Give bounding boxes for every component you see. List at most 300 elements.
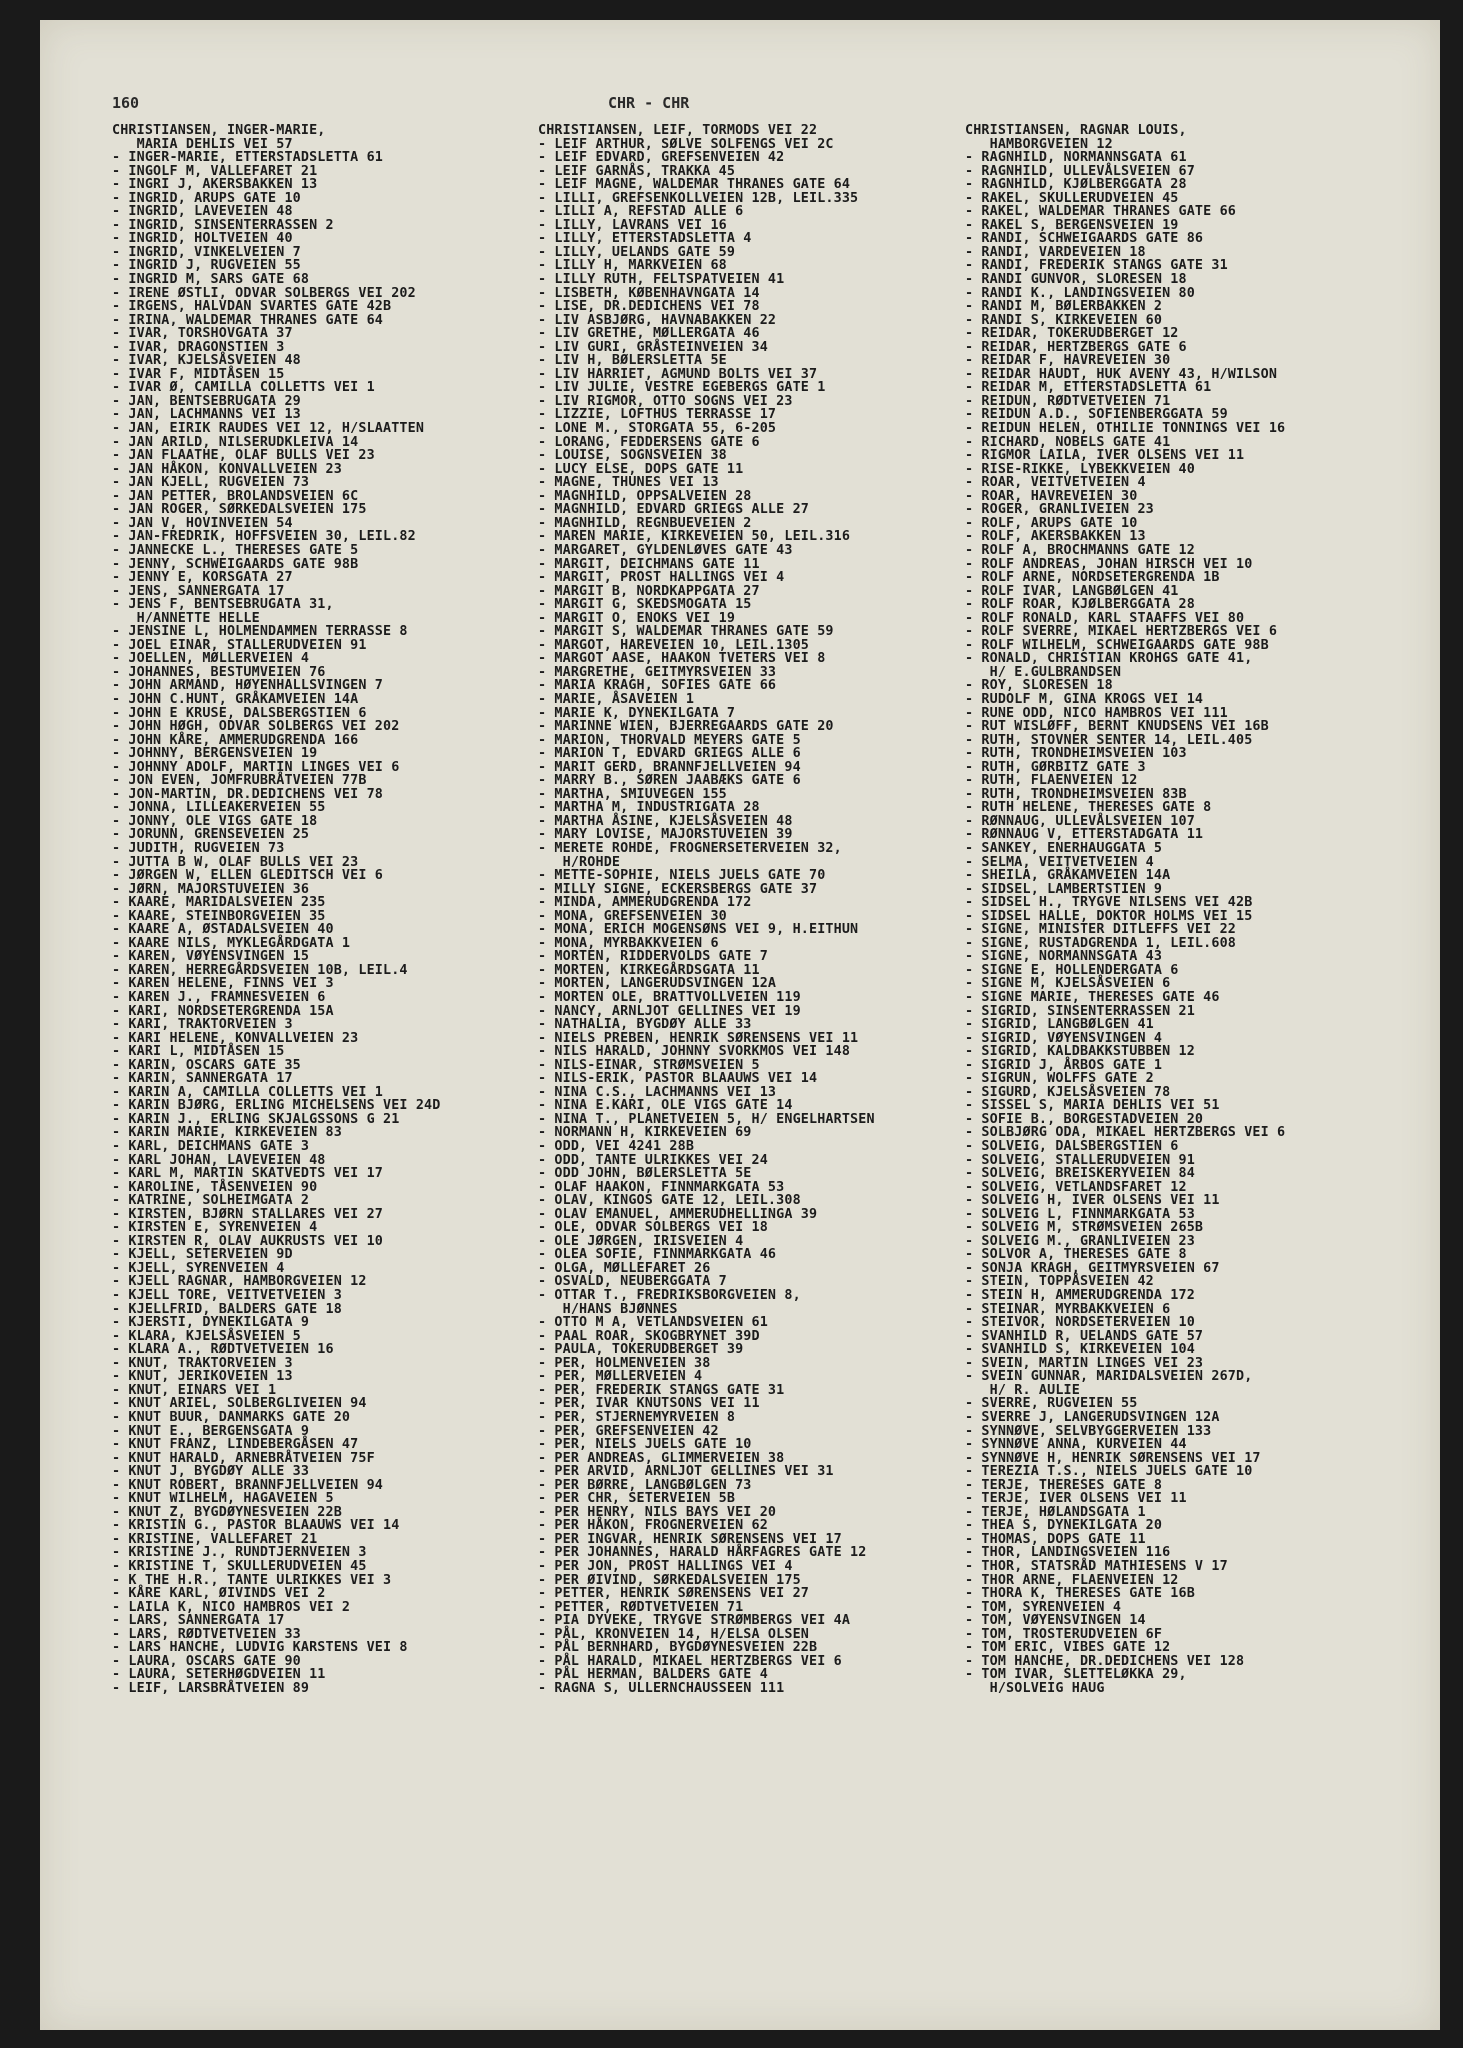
directory-entry: - ROLF ARNE, NORDSETERGRENDA 1B [965,570,1220,586]
directory-entry: - RIGMOR LAILA, IVER OLSENS VEI 11 [965,448,1245,464]
directory-entry: - JOHANNES, BESTUMVEIEN 76 [112,664,326,680]
directory-entry: - SIGNE M, KJELSÅSVEIEN 6 [965,976,1171,992]
directory-entry: - JAN PETTER, BROLANDSVEIEN 6C [112,488,359,504]
directory-entry: - PER JOHANNES, HARALD HÅRFAGRES GATE 12 [538,1545,867,1561]
directory-entry: - MARINNE WIEN, BJERREGAARDS GATE 20 [538,719,834,735]
directory-entry: - REIDAR HAUDT, HUK AVENY 43, H/WILSON [965,366,1278,382]
directory-entry: - ROLF IVAR, LANGBØLGEN 41 [965,583,1179,599]
directory-entry: - SOLVOR A, THERESES GATE 8 [965,1247,1187,1263]
directory-entry: - LIV H, BØLERSLETTA 5E [538,353,727,369]
directory-entry: - TOM ERIC, VIBES GATE 12 [965,1640,1171,1656]
directory-entry: - NANCY, ARNLJOT GELLINES VEI 19 [538,1003,801,1019]
directory-entry: - JAN ROGER, SØRKEDALSVEIEN 175 [112,502,367,518]
directory-entry: - PER ARVID, ARNLJOT GELLINES VEI 31 [538,1464,834,1480]
directory-entry: - KNUT HARALD, ARNEBRÅTVEIEN 75F [112,1450,375,1466]
directory-entry: - SYNNØVE ANNA, KURVEIEN 44 [965,1437,1187,1453]
directory-entry: - MARGIT G, SKEDSMOGATA 15 [538,597,752,613]
directory-entry: - MARY LOVISE, MAJORSTUVEIEN 39 [538,827,793,843]
directory-entry: - MARIA KRAGH, SOFIES GATE 66 [538,678,777,694]
directory-entry: - MORTEN, LANGERUDSVINGEN 12A [538,976,777,992]
directory-entry: - MAGNHILD, REGNBUEVEIEN 2 [538,515,752,531]
directory-entry: - TOM, VØYENSVINGEN 14 [965,1613,1146,1629]
directory-entry: - OLGA, MØLLEFARET 26 [538,1260,711,1276]
directory-entry: CHRISTIANSEN, INGER-MARIE, [112,123,326,138]
directory-entry: - LISBETH, KØBENHAVNGATA 14 [538,285,760,301]
directory-entry: - RAGNHILD, NORMANNSGATA 61 [965,150,1187,166]
directory-entry: - STEIVOR, NORDSETERVEIEN 10 [965,1315,1195,1331]
directory-entry: - LEIF EDVARD, GREFSENVEIEN 42 [538,150,785,166]
directory-entry: - KAREN J., FRAMNESVEIEN 6 [112,990,326,1005]
directory-entry: - STEIN H, AMMERUDGRENDA 172 [965,1288,1195,1304]
directory-entry: - LARS, RØDTVETVEIEN 33 [112,1626,301,1642]
directory-entry: - KARIN A, CAMILLA COLLETTS VEI 1 [112,1084,383,1100]
directory-entry: - OTTO M A, VETLANDSVEIEN 61 [538,1315,768,1331]
directory-entry: - MONA, MYRBAKKVEIEN 6 [538,935,719,951]
directory-entry: - STEIN, TOPPÅSVEIEN 42 [965,1274,1154,1290]
directory-entry: H/ R. AULIE [965,1382,1080,1398]
directory-entry: - LAURA, SETERHØGDVEIEN 11 [112,1667,326,1683]
directory-entry: - REIDUN, RØDTVETVEIEN 71 [965,393,1171,409]
directory-entry: - KNUT BUUR, DANMARKS GATE 20 [112,1409,351,1425]
directory-entry: - ODD JOHN, BØLERSLETTA 5E [538,1166,752,1182]
directory-entry: - RUNE ODD, NICO HAMBROS VEI 111 [965,705,1228,721]
directory-entry: - RAGNHILD, KJØLBERGGATA 28 [965,177,1187,193]
directory-entry: - SOLBJØRG ODA, MIKAEL HERTZBERGS VEI 6 [965,1125,1286,1141]
directory-entry: - KAARE A, ØSTADALSVEIEN 40 [112,922,334,938]
directory-entry: CHRISTIANSEN, RAGNAR LOUIS, [965,123,1187,138]
directory-entry: - SVANHILD S, KIRKEVEIEN 104 [965,1342,1195,1358]
directory-entry: - SIDSEL H., TRYGVE NILSENS VEI 42B [965,895,1253,911]
directory-entry: - MILLY SIGNE, ECKERSBERGS GATE 37 [538,881,818,897]
directory-entry: H/ E.GULBRANDSEN [965,664,1122,680]
directory-entry: - KARL M, MARTIN SKATVEDTS VEI 17 [112,1166,383,1182]
directory-entry: - LILLY H, MARKVEIEN 68 [538,258,727,274]
directory-entry: - LILLY, LAVRANS VEI 16 [538,217,727,233]
directory-entry: - SOLVEIG, VETLANDSFARET 12 [965,1179,1187,1195]
directory-entry: - IRENE ØSTLI, ODVAR SOLBERGS VEI 202 [112,285,416,301]
directory-entry: - KRISTINE, VALLEFARET 21 [112,1531,318,1547]
directory-entry: - KJERSTI, DYNEKILGATA 9 [112,1315,310,1331]
directory-entry: - SVANHILD R, UELANDS GATE 57 [965,1328,1204,1344]
directory-entry: - K THE H.R., TANTE ULRIKKES VEI 3 [112,1572,392,1588]
directory-entry: - OLEA SOFIE, FINNMARKGATA 46 [538,1247,777,1263]
directory-entry: - LEIF, LARSBRÅTVEIEN 89 [112,1680,310,1696]
directory-entry: - LILLI A, REFSTAD ALLE 6 [538,204,744,220]
directory-entry: - KARIN, SANNERGATA 17 [112,1071,293,1087]
directory-entry: - MARTHA, SMIUVEGEN 155 [538,786,727,802]
directory-entry: - KIRSTEN E, SYRENVEIEN 4 [112,1220,318,1236]
directory-entry: - JENS F, BENTSEBRUGATA 31, [112,597,334,613]
directory-entry: - MARTHA M, INDUSTRIGATA 28 [538,800,760,816]
directory-entry: - RAGNA S, ULLERNCHAUSSEEN 111 [538,1680,785,1696]
directory-entry: H/ROHDE [538,854,621,870]
directory-entry: - LIZZIE, LOFTHUS TERRASSE 17 [538,407,777,423]
directory-entry: - SISSEL S, MARIA DEHLIS VEI 51 [965,1098,1220,1114]
column-1 [112,124,440,1695]
directory-entry: - TOM HANCHE, DR.DEDICHENS VEI 128 [965,1653,1245,1669]
directory-entry: - JUTTA B W, OLAF BULLS VEI 23 [112,854,359,870]
directory-entry: - KARIN, OSCARS GATE 35 [112,1057,301,1073]
directory-entry: - PÅL BERNHARD, BYGDØYNESVEIEN 22B [538,1640,818,1656]
directory-entry: - PER INGVAR, HENRIK SØRENSENS VEI 17 [538,1531,842,1547]
directory-entry: - JOEL EINAR, STALLERUDVEIEN 91 [112,637,367,653]
directory-entry: - TERJE, IVER OLSENS VEI 11 [965,1491,1187,1507]
directory-entry: - JENSINE L, HOLMENDAMMEN TERRASSE 8 [112,624,408,640]
directory-entry: - RICHARD, NOBELS GATE 41 [965,434,1171,450]
directory-entry: - METTE-SOPHIE, NIELS JUELS GATE 70 [538,868,826,884]
directory-entry: - LILLY RUTH, FELTSPATVEIEN 41 [538,272,785,288]
directory-entry: - SONJA KRAGH, GEITMYRSVEIEN 67 [965,1260,1220,1276]
directory-entry: - PER ANDREAS, GLIMMERVEIEN 38 [538,1450,785,1466]
directory-entry: - SVERRE J, LANGERUDSVINGEN 12A [965,1409,1220,1425]
directory-entry: - JOHN HØGH, ODVAR SOLBERGS VEI 202 [112,719,400,735]
directory-entry: - SIGRID, LANGBØLGEN 41 [965,1017,1154,1033]
directory-entry: - LORANG, FEDDERSENS GATE 6 [538,434,760,450]
directory-entry: - SYNNØVE H, HENRIK SØRENSENS VEI 17 [965,1450,1261,1466]
directory-entry: - ROLF, ARUPS GATE 10 [965,515,1138,531]
directory-entry: - KNUT, EINARS VEI 1 [112,1382,277,1398]
directory-entry: - KIRSTEN R, OLAV AUKRUSTS VEI 10 [112,1233,383,1249]
directory-entry: - ROGER, GRANLIVEIEN 23 [965,502,1154,518]
directory-entry: - PER CHR, SETERVEIEN 5B [538,1491,736,1507]
directory-entry: - PER, GREFSENVEIEN 42 [538,1423,719,1439]
directory-entry: - JOELLEN, MØLLERVEIEN 4 [112,651,310,667]
directory-entry: - INGRID, LAVEVEIEN 48 [112,204,293,220]
directory-entry: MARIA DEHLIS VEI 57 [112,136,293,152]
directory-entry: - MARGIT S, WALDEMAR THRANES GATE 59 [538,624,834,640]
directory-entry: - KNUT, JERIKOVEIEN 13 [112,1369,293,1385]
directory-entry: - PER, HOLMENVEIEN 38 [538,1355,711,1371]
directory-entry: - SIGRID, SINSENTERRASSEN 21 [965,1003,1195,1019]
directory-entry: - LUCY ELSE, DOPS GATE 11 [538,461,744,477]
directory-entry: - JØRN, MAJORSTUVEIEN 36 [112,881,310,897]
directory-entry: - PAULA, TOKERUDBERGET 39 [538,1342,744,1358]
directory-entry: - SIGNE MARIE, THERESES GATE 46 [965,990,1220,1005]
directory-entry: - MORTEN, KIRKEGÅRDSGATA 11 [538,962,760,978]
directory-entry: - KARIN BJØRG, ERLING MICHELSENS VEI 24D [112,1098,441,1114]
directory-entry: - IVAR, DRAGONSTIEN 3 [112,339,285,355]
directory-entry: - NILS-ERIK, PASTOR BLAAUWS VEI 14 [538,1071,818,1087]
directory-entry: - RUTH, TRONDHEIMSVEIEN 103 [965,746,1187,762]
directory-entry: - KAREN, VØYENSVINGEN 15 [112,949,310,965]
directory-entry: - THORA K, THERESES GATE 16B [965,1586,1195,1602]
directory-entry: - INGER-MARIE, ETTERSTADSLETTA 61 [112,150,383,166]
directory-entry: - LARS, SANNERGATA 17 [112,1613,285,1629]
column-3 [965,124,1285,1695]
directory-entry: - IVAR Ø, CAMILLA COLLETTS VEI 1 [112,380,375,396]
directory-entry: - SHEILA, GRÅKAMVEIEN 14A [965,868,1171,884]
directory-entry: - INGRID, ARUPS GATE 10 [112,190,301,206]
directory-entry: - LILLY, UELANDS GATE 59 [538,244,736,260]
directory-entry: - SYNNØVE, SELVBYGGERVEIEN 133 [965,1423,1212,1439]
directory-entry: - PIA DYVEKE, TRYGVE STRØMBERGS VEI 4A [538,1613,851,1629]
directory-entry: - RUTH HELENE, THERESES GATE 8 [965,800,1212,816]
directory-entry: - JUDITH, RUGVEIEN 73 [112,840,285,856]
directory-entry: - MARIT GERD, BRANNFJELLVEIEN 94 [538,759,801,775]
directory-entry: - LIV GURI, GRÅSTEINVEIEN 34 [538,339,768,355]
directory-entry: - PAAL ROAR, SKOGBRYNET 39D [538,1328,760,1344]
directory-entry: - RUT WISLØFF, BERNT KNUDSENS VEI 16B [965,719,1269,735]
directory-entry: - RANDI S, KIRKEVEIEN 60 [965,312,1163,328]
directory-entry: - JOHNNY ADOLF, MARTIN LINGES VEI 6 [112,759,400,775]
directory-entry: - KARIN J., ERLING SKJALGSSONS G 21 [112,1111,400,1127]
directory-entry: - LISE, DR.DEDICHENS VEI 78 [538,299,760,315]
directory-entry: - RANDI M, BØLERBAKKEN 2 [965,299,1163,315]
directory-entry: - NILS-EINAR, STRØMSVEIEN 5 [538,1057,760,1073]
directory-entry: - KRISTIN G., PASTOR BLAAUWS VEI 14 [112,1518,400,1534]
directory-entry: - SIGRID, VØYENSVINGEN 4 [965,1030,1163,1046]
directory-entry: - THOMAS, DOPS GATE 11 [965,1531,1146,1547]
directory-entry: - ROLF SVERRE, MIKAEL HERTZBERGS VEI 6 [965,624,1278,640]
directory-entry: - KATRINE, SOLHEIMGATA 2 [112,1193,310,1209]
directory-entry: - MARGOT, HAREVEIEN 10, LEIL.1305 [538,637,809,653]
directory-entry: - ROAR, HAVREVEIEN 30 [965,488,1138,504]
directory-entry: - JOHN E KRUSE, DALSBERGSTIEN 6 [112,705,367,721]
directory-entry: - RANDI, VARDEVEIEN 18 [965,244,1146,260]
directory-entry: - KLARA, KJELSÅSVEIEN 5 [112,1328,301,1344]
directory-entry: - KAARE, MARIDALSVEIEN 235 [112,895,326,911]
directory-entry: - LIV GRETHE, MØLLERGATA 46 [538,326,760,342]
directory-entry: - TERJE, THERESES GATE 8 [965,1477,1163,1493]
directory-entry: - RAGNHILD, ULLEVÅLSVEIEN 67 [965,163,1195,179]
directory-entry: - NORMANN H, KIRKEVEIEN 69 [538,1125,752,1141]
directory-entry: - THOR, LANDINGSVEIEN 116 [965,1545,1171,1561]
directory-entry: - KAARE NILS, MYKLEGÅRDGATA 1 [112,935,351,951]
directory-entry: - PER HÅKON, FROGNERVEIEN 62 [538,1518,768,1534]
directory-entry: - TERJE, HØLANDSGATA 1 [965,1504,1146,1520]
directory-entry: - MAREN MARIE, KIRKEVEIEN 50, LEIL.316 [538,529,851,545]
directory-entry: - NATHALIA, BYGDØY ALLE 33 [538,1017,752,1033]
directory-entry: - PÅL HERMAN, BALDERS GATE 4 [538,1667,768,1683]
directory-entry: - KÅRE KARL, ØIVINDS VEI 2 [112,1586,326,1602]
directory-entry: H/HANS BJØNNES [538,1301,678,1317]
directory-entry: HAMBORGVEIEN 12 [965,136,1113,152]
directory-entry: - LAURA, OSCARS GATE 90 [112,1653,301,1669]
directory-entry: - SOLVEIG H, IVER OLSENS VEI 11 [965,1193,1220,1209]
directory-entry: - KNUT J, BYGDØY ALLE 33 [112,1464,310,1480]
directory-entry: - JAN HÅKON, KONVALLVEIEN 23 [112,461,342,477]
directory-entry: - RAKEL, SKULLERUDVEIEN 45 [965,190,1179,206]
directory-entry: - PÅL, KRONVEIEN 14, H/ELSA OLSEN [538,1626,809,1642]
directory-entry: - IRGENS, HALVDAN SVARTES GATE 42B [112,299,392,315]
directory-entry: - LIV HARRIET, AGMUND BOLTS VEI 37 [538,366,818,382]
directory-entry: - MAGNHILD, EDVARD GRIEGS ALLE 27 [538,502,809,518]
directory-entry: - JONNA, LILLEAKERVEIEN 55 [112,800,326,816]
directory-entry: - LARS HANCHE, LUDVIG KARSTENS VEI 8 [112,1640,408,1656]
directory-entry: - NINA E.KARI, OLE VIGS GATE 14 [538,1098,793,1114]
directory-entry: - KJELL, SETERVEIEN 9D [112,1247,293,1263]
directory-entry: - PER, STJERNEMYRVEIEN 8 [538,1409,736,1425]
directory-entry: - MINDA, AMMERUDGRENDA 172 [538,895,752,911]
directory-entry: - MARION T, EDVARD GRIEGS ALLE 6 [538,746,801,762]
directory-entry: - ODD, TANTE ULRIKKES VEI 24 [538,1152,768,1168]
directory-entry: - SOLVEIG M, STRØMSVEIEN 265B [965,1220,1204,1236]
directory-entry: - ROLF RONALD, KARL STAAFFS VEI 80 [965,610,1245,626]
directory-entry: - LEIF MAGNE, WALDEMAR THRANES GATE 64 [538,177,851,193]
directory-entry: - MARGOT AASE, HAAKON TVETERS VEI 8 [538,651,826,667]
directory-entry: - PER, MØLLERVEIEN 4 [538,1369,703,1385]
directory-entry: - MARGIT, DEICHMANS GATE 11 [538,556,760,572]
directory-entry: - RANDI, FREDERIK STANGS GATE 31 [965,258,1228,274]
directory-entry: - PER JON, PROST HALLINGS VEI 4 [538,1558,793,1574]
directory-entry: - KARI L, MIDTÅSEN 15 [112,1044,285,1060]
directory-entry: - THOR, STATSRÅD MATHIESENS V 17 [965,1558,1228,1574]
directory-entry: - OLE JØRGEN, IRISVEIEN 4 [538,1233,744,1249]
directory-entry: - PER, FREDERIK STANGS GATE 31 [538,1382,785,1398]
directory-entry: - LOUISE, SOGNSVEIEN 38 [538,448,727,464]
column-2 [538,124,875,1695]
directory-entry: - MARGARET, GYLDENLØVES GATE 43 [538,542,793,558]
directory-entry: - NILS HARALD, JOHNNY SVORKMOS VEI 148 [538,1044,851,1060]
directory-entry: - PER, IVAR KNUTSONS VEI 11 [538,1396,760,1412]
directory-entry: - JAN ARILD, NILSERUDKLEIVA 14 [112,434,359,450]
directory-entry: - IVAR F, MIDTÅSEN 15 [112,366,285,382]
directory-entry: - MARGIT, PROST HALLINGS VEI 4 [538,570,785,586]
directory-entry: - SOLVEIG, BREISKERYVEIEN 84 [965,1166,1195,1182]
directory-entry: - SIGNE, NORMANNSGATA 43 [965,949,1163,965]
directory-entry: - PÅL HARALD, MIKAEL HERTZBERGS VEI 6 [538,1653,842,1669]
directory-entry: - JAN-FREDRIK, HOFFSVEIEN 30, LEIL.82 [112,529,416,545]
directory-entry: - ODD, VEI 4241 28B [538,1139,695,1155]
directory-entry: - TOM, SYRENVEIEN 4 [965,1599,1122,1615]
directory-entry: - JAN, LACHMANNS VEI 13 [112,407,301,423]
directory-entry: - SIGNE, MINISTER DITLEFFS VEI 22 [965,922,1236,938]
directory-entry: - PER BØRRE, LANGBØLGEN 73 [538,1477,752,1493]
directory-entry: - TOM IVAR, SLETTELØKKA 29, [965,1667,1187,1683]
directory-entry: - MARION, THORVALD MEYERS GATE 5 [538,732,801,748]
directory-entry: - IVAR, TORSHOVGATA 37 [112,326,293,342]
directory-entry: - KAREN, HERREGÅRDSVEIEN 10B, LEIL.4 [112,962,408,978]
directory-entry: - MAGNHILD, OPPSALVEIEN 28 [538,488,752,504]
directory-entry: - SOFIE B., BORGESTADVEIEN 20 [965,1111,1204,1127]
directory-page [40,20,1440,2030]
directory-entry: - THOR ARNE, FLAENVEIEN 12 [965,1572,1179,1588]
directory-entry: - RAKEL S, BERGENSVEIEN 19 [965,217,1179,233]
directory-entry: - PETTER, HENRIK SØRENSENS VEI 27 [538,1586,809,1602]
directory-entry: - NINA T., PLANETVEIEN 5, H/ ENGELHARTSEN [538,1111,875,1127]
directory-entry: - RUTH, GØRBITZ GATE 3 [965,759,1146,775]
directory-entry: - KAROLINE, TÅSENVEIEN 90 [112,1179,318,1195]
directory-entry: - INGRID M, SARS GATE 68 [112,272,310,288]
directory-entry: - LIV JULIE, VESTRE EGEBERGS GATE 1 [538,380,826,396]
directory-entry: - LILLI, GREFSENKOLLVEIEN 12B, LEIL.335 [538,190,859,206]
directory-entry: - JAN FLAATHE, OLAF BULLS VEI 23 [112,448,375,464]
directory-entry: - OLE, ODVAR SOLBERGS VEI 18 [538,1220,768,1236]
directory-entry: - SOLVEIG, STALLERUDVEIEN 91 [965,1152,1195,1168]
header-range: CHR - CHR [608,94,690,112]
directory-entry: - RANDI GUNVOR, SLORESEN 18 [965,272,1187,288]
directory-entry: - LAILA K, NICO HAMBROS VEI 2 [112,1599,351,1615]
directory-entry: - RØNNAUG V, ETTERSTADGATA 11 [965,827,1204,843]
directory-entry: - JENS, SANNERGATA 17 [112,583,285,599]
directory-entry: - KNUT ARIEL, SOLBERGLIVEIEN 94 [112,1396,367,1412]
directory-entry: - ROY, SLORESEN 18 [965,678,1113,694]
directory-entry: CHRISTIANSEN, LEIF, TORMODS VEI 22 [538,123,818,138]
directory-entry: - MARIE, ÅSAVEIEN 1 [538,691,695,707]
directory-entry: - JOHNNY, BERGENSVEIEN 19 [112,746,318,762]
directory-entry: - JOHN KÅRE, AMMERUDGRENDA 166 [112,732,359,748]
directory-entry: - RUTH, TRONDHEIMSVEIEN 83B [965,786,1187,802]
directory-entry: - SIGNE, RUSTADGRENDA 1, LEIL.608 [965,935,1236,951]
directory-entry: - KARL, DEICHMANS GATE 3 [112,1139,310,1155]
directory-entry: - JANNECKE L., THERESES GATE 5 [112,542,359,558]
directory-entry: - REIDAR, TOKERUDBERGET 12 [965,326,1179,342]
directory-entry: - TEREZIA T.S., NIELS JUELS GATE 10 [965,1464,1253,1480]
directory-entry: - SIGRID, KALDBAKKSTUBBEN 12 [965,1044,1195,1060]
directory-entry: - KARL JOHAN, LAVEVEIEN 48 [112,1152,326,1168]
directory-entry: - RØNNAUG, ULLEVÅLSVEIEN 107 [965,813,1195,829]
directory-entry: - SIDSEL, LAMBERTSTIEN 9 [965,881,1163,897]
directory-entry: - LONE M., STORGATA 55, 6-205 [538,421,777,437]
directory-entry: - MARTHA ÅSINE, KJELSÅSVEIEN 48 [538,813,793,829]
directory-entry: - LILLY, ETTERSTADSLETTA 4 [538,231,752,247]
directory-entry: - REIDUN A.D., SOFIENBERGGATA 59 [965,407,1228,423]
directory-entry: - OSVALD, NEUBERGGATA 7 [538,1274,727,1290]
directory-entry: - LEIF GARNÅS, TRAKKA 45 [538,163,736,179]
directory-entry: - KNUT FRANZ, LINDEBERGÅSEN 47 [112,1437,359,1453]
directory-entry: - NINA C.S., LACHMANNS VEI 13 [538,1084,777,1100]
directory-entry: - KJELL, SYRENVEIEN 4 [112,1260,285,1276]
directory-entry: - SOLVEIG, DALSBERGSTIEN 6 [965,1139,1179,1155]
directory-entry: - JOHN C.HUNT, GRÅKAMVEIEN 14A [112,691,359,707]
directory-entry: - MERETE ROHDE, FROGNERSETERVEIEN 32, [538,840,842,856]
directory-entry: H/SOLVEIG HAUG [965,1680,1105,1696]
directory-entry: - KLARA A., RØDTVETVEIEN 16 [112,1342,334,1358]
directory-entry: - JON EVEN, JOMFRUBRÅTVEIEN 77B [112,773,367,789]
directory-entry: H/ANNETTE HELLE [112,610,260,626]
directory-entry: - KARIN MARIE, KIRKEVEIEN 83 [112,1125,342,1141]
directory-entry: - INGRI J, AKERSBAKKEN 13 [112,177,318,193]
directory-entry: - INGRID, SINSENTERRASSEN 2 [112,217,334,233]
directory-entry: - ROLF WILHELM, SCHWEIGAARDS GATE 98B [965,637,1269,653]
directory-entry: - REIDAR M, ETTERSTADSLETTA 61 [965,380,1212,396]
directory-entry: - JONNY, OLE VIGS GATE 18 [112,813,318,829]
directory-entry: - SOLVEIG L, FINNMARKGATA 53 [965,1206,1195,1222]
directory-entry: - PER ØIVIND, SØRKEDALSVEIEN 175 [538,1572,801,1588]
directory-entry: - MARGIT B, NORDKAPPGATA 27 [538,583,760,599]
directory-entry: - SIGNE E, HOLLENDERGATA 6 [965,962,1179,978]
directory-entry: - RUTH, STOVNER SENTER 14, LEIL.405 [965,732,1253,748]
directory-entry: - KARI HELENE, KONVALLVEIEN 23 [112,1030,359,1046]
directory-entry: - MONA, GREFSENVEIEN 30 [538,908,727,924]
directory-entry: - PER HENRY, NILS BAYS VEI 20 [538,1504,777,1520]
directory-entry: - IRINA, WALDEMAR THRANES GATE 64 [112,312,383,328]
directory-entry: - MARGIT O, ENOKS VEI 19 [538,610,736,626]
directory-entry: - REIDAR F, HAVREVEIEN 30 [965,353,1171,369]
directory-entry: - KIRSTEN, BJØRN STALLARES VEI 27 [112,1206,383,1222]
directory-entry: - RUTH, FLAENVEIEN 12 [965,773,1138,789]
directory-entry: - MORTEN, RIDDERVOLDS GATE 7 [538,949,768,965]
directory-entry: - LIV ASBJØRG, HAVNABAKKEN 22 [538,312,777,328]
directory-entry: - JAN KJELL, RUGVEIEN 73 [112,475,310,491]
directory-entry: - MARRY B., SØREN JAABÆKS GATE 6 [538,773,801,789]
page-number: 160 [112,94,140,112]
directory-entry: - KJELL RAGNAR, HAMBORGVEIEN 12 [112,1274,367,1290]
directory-entry: - ROLF ANDREAS, JOHAN HIRSCH VEI 10 [965,556,1253,572]
directory-entry: - SVEIN GUNNAR, MARIDALSVEIEN 267D, [965,1369,1253,1385]
directory-entry: - ROAR, VEITVETVEIEN 4 [965,475,1146,491]
directory-entry: - MAGNE, THUNES VEI 13 [538,475,719,491]
directory-entry: - INGRID J, RUGVEIEN 55 [112,258,301,274]
directory-entry: - SVERRE, RUGVEIEN 55 [965,1396,1138,1412]
directory-entry: - JORUNN, GRENSEVEIEN 25 [112,827,310,843]
directory-entry: - OLAF HAAKON, FINNMARKGATA 53 [538,1179,785,1195]
directory-entry: - TOM, TROSTERUDVEIEN 6F [965,1626,1163,1642]
directory-entry: - RANDI K., LANDINGSVEIEN 80 [965,285,1195,301]
directory-entry: - LIV RIGMOR, OTTO SOGNS VEI 23 [538,393,793,409]
directory-entry: - OLAV, KINGOS GATE 12, LEIL.308 [538,1193,801,1209]
directory-entry: - KAARE, STEINBORGVEIEN 35 [112,908,326,924]
